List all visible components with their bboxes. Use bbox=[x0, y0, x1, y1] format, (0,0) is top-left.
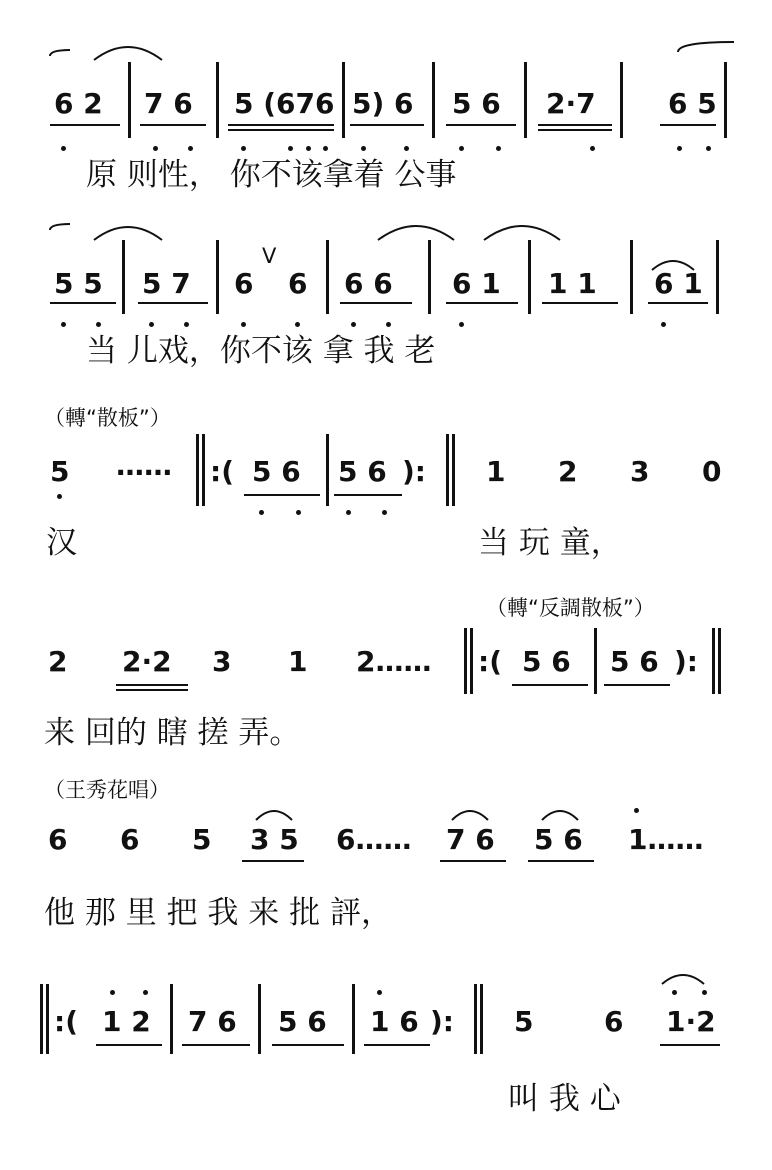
underline bbox=[228, 124, 334, 126]
note-group: 5 5 bbox=[54, 267, 103, 300]
repeat-open: :( bbox=[478, 645, 502, 678]
note-group: 2…… bbox=[356, 645, 432, 678]
tie-arc bbox=[48, 48, 72, 58]
repeat-close: ): bbox=[430, 1005, 454, 1038]
repeat-open: :( bbox=[54, 1005, 78, 1038]
note-group: 5 6 bbox=[252, 455, 301, 488]
octave-dot bbox=[351, 322, 356, 327]
octave-dot bbox=[634, 808, 639, 813]
barline bbox=[428, 240, 431, 314]
barline bbox=[196, 434, 199, 506]
note-group: 6 bbox=[234, 267, 254, 300]
barline bbox=[716, 240, 719, 314]
octave-dot bbox=[496, 146, 501, 151]
note-group: 6 1 bbox=[452, 267, 501, 300]
octave-dot bbox=[459, 146, 464, 151]
note-group: 1 2 bbox=[102, 1005, 151, 1038]
barline bbox=[342, 62, 345, 138]
note: 6 bbox=[604, 1005, 624, 1038]
underline bbox=[244, 494, 320, 496]
octave-dot bbox=[296, 510, 301, 515]
note-group: 5 6 bbox=[338, 455, 387, 488]
note: 2 bbox=[558, 455, 578, 488]
underline bbox=[50, 302, 116, 304]
note-group: 5 6 bbox=[610, 645, 659, 678]
underline bbox=[648, 302, 708, 304]
octave-dot bbox=[57, 494, 62, 499]
note-group: 5 6 bbox=[534, 823, 583, 856]
note: 5 bbox=[192, 823, 212, 856]
note-group: 2·2 bbox=[122, 645, 172, 678]
slur-arc bbox=[92, 220, 164, 242]
barline bbox=[594, 628, 597, 694]
octave-dot bbox=[259, 510, 264, 515]
octave-dot bbox=[377, 990, 382, 995]
barline bbox=[352, 984, 355, 1054]
underline bbox=[446, 302, 518, 304]
note-group: 5 6 bbox=[278, 1005, 327, 1038]
note-group: 5 6 bbox=[522, 645, 571, 678]
tempo-annotation: （轉“反調散板”） bbox=[486, 596, 655, 620]
barline bbox=[464, 628, 467, 694]
lyrics-line: 当 玩 童， bbox=[478, 525, 622, 561]
underline bbox=[50, 124, 120, 126]
barline bbox=[128, 62, 131, 138]
note-group: 2·7 bbox=[546, 87, 596, 120]
barline bbox=[46, 984, 49, 1054]
note-group: 5 7 bbox=[142, 267, 191, 300]
note-group: 1·2 bbox=[666, 1005, 716, 1038]
octave-dot bbox=[361, 146, 366, 151]
tempo-annotation: （轉“散板”） bbox=[44, 406, 171, 430]
underline bbox=[138, 302, 208, 304]
barline bbox=[528, 240, 531, 314]
note: 3 bbox=[630, 455, 650, 488]
underline bbox=[446, 124, 516, 126]
tie-arc bbox=[48, 222, 72, 232]
octave-dot bbox=[661, 322, 666, 327]
note-group: 6 6 bbox=[344, 267, 393, 300]
underline bbox=[96, 1044, 162, 1046]
octave-dot bbox=[382, 510, 387, 515]
note-group: 7 6 bbox=[188, 1005, 237, 1038]
octave-dot bbox=[404, 146, 409, 151]
barline bbox=[452, 434, 455, 506]
underline bbox=[528, 860, 594, 862]
note-group: 3 5 bbox=[250, 823, 299, 856]
underline bbox=[542, 302, 618, 304]
barline bbox=[718, 628, 721, 694]
slur-arc bbox=[376, 218, 456, 242]
octave-dot bbox=[96, 322, 101, 327]
fermata-dots: …… bbox=[116, 449, 172, 482]
octave-dot bbox=[386, 322, 391, 327]
lyrics-line: 原 则性， 你不该拿着 公事 bbox=[86, 157, 457, 193]
note-group: 7 6 bbox=[144, 87, 193, 120]
underline bbox=[364, 1044, 430, 1046]
breath-mark: V bbox=[262, 244, 277, 268]
rest: 0 bbox=[702, 455, 722, 488]
barline bbox=[470, 628, 473, 694]
octave-dot bbox=[590, 146, 595, 151]
octave-dot bbox=[288, 146, 293, 151]
barline bbox=[258, 984, 261, 1054]
underline bbox=[604, 684, 670, 686]
octave-dot bbox=[323, 146, 328, 151]
barline bbox=[202, 434, 205, 506]
barline bbox=[524, 62, 527, 138]
underline bbox=[140, 124, 206, 126]
underline bbox=[340, 302, 412, 304]
octave-dot bbox=[241, 322, 246, 327]
note-group: 1…… bbox=[628, 823, 704, 856]
octave-dot bbox=[61, 146, 66, 151]
octave-dot bbox=[295, 322, 300, 327]
octave-dot bbox=[346, 510, 351, 515]
barline bbox=[474, 984, 477, 1054]
barline bbox=[326, 434, 329, 506]
slur-arc bbox=[450, 806, 490, 822]
octave-dot bbox=[241, 146, 246, 151]
note: 2 bbox=[48, 645, 68, 678]
octave-dot bbox=[672, 990, 677, 995]
note: 1 bbox=[288, 645, 308, 678]
lyrics-line: 汉 bbox=[46, 525, 77, 561]
slur-arc bbox=[540, 806, 580, 822]
underline bbox=[538, 124, 612, 126]
note: 6 bbox=[120, 823, 140, 856]
barline bbox=[446, 434, 449, 506]
octave-dot bbox=[143, 990, 148, 995]
octave-dot bbox=[184, 322, 189, 327]
octave-dot bbox=[677, 146, 682, 151]
octave-dot bbox=[110, 990, 115, 995]
barline bbox=[432, 62, 435, 138]
underline bbox=[242, 860, 304, 862]
lyrics-line: 他 那 里 把 我 来 批 評， bbox=[44, 895, 392, 931]
octave-dot bbox=[459, 322, 464, 327]
underline bbox=[660, 1044, 720, 1046]
octave-dot bbox=[61, 322, 66, 327]
barline bbox=[216, 240, 219, 314]
underline bbox=[228, 129, 334, 131]
octave-dot bbox=[702, 990, 707, 995]
lyrics-line: 叫 我 心 bbox=[508, 1081, 621, 1117]
octave-dot bbox=[188, 146, 193, 151]
note-group: 6 2 bbox=[54, 87, 103, 120]
slur-arc bbox=[92, 40, 164, 62]
octave-dot bbox=[149, 322, 154, 327]
underline bbox=[350, 124, 424, 126]
singer-annotation: （王秀花唱） bbox=[44, 778, 170, 802]
slur-arc bbox=[660, 970, 706, 986]
slur-arc bbox=[254, 806, 294, 822]
underline bbox=[660, 124, 716, 126]
note-group: 6…… bbox=[336, 823, 412, 856]
barline bbox=[630, 240, 633, 314]
underline bbox=[334, 494, 402, 496]
note-group: 6 5 bbox=[668, 87, 717, 120]
barline bbox=[170, 984, 173, 1054]
octave-dot bbox=[153, 146, 158, 151]
note-group: 5 (676 bbox=[234, 87, 335, 120]
underline bbox=[272, 1044, 344, 1046]
repeat-close: ): bbox=[402, 455, 426, 488]
note-group: 6 1 bbox=[654, 267, 703, 300]
note-group: 6 bbox=[288, 267, 308, 300]
barline bbox=[620, 62, 623, 138]
underline bbox=[182, 1044, 250, 1046]
note: 1 bbox=[486, 455, 506, 488]
note: 3 bbox=[212, 645, 232, 678]
note-group: 1 1 bbox=[548, 267, 597, 300]
lyrics-line: 来 回的 瞎 搓 弄。 bbox=[44, 715, 301, 751]
barline bbox=[712, 628, 715, 694]
repeat-close: ): bbox=[674, 645, 698, 678]
underline bbox=[512, 684, 588, 686]
repeat-open: :( bbox=[210, 455, 234, 488]
note: 5 bbox=[514, 1005, 534, 1038]
note-group: 5 6 bbox=[452, 87, 501, 120]
lyrics-line: 当 儿戏，你不该 拿 我 老 bbox=[86, 333, 436, 369]
octave-dot bbox=[306, 146, 311, 151]
underline bbox=[538, 129, 612, 131]
barline bbox=[724, 62, 727, 138]
note-group: 5) 6 bbox=[352, 87, 414, 120]
note-group: 1 6 bbox=[370, 1005, 419, 1038]
barline bbox=[40, 984, 43, 1054]
barline bbox=[326, 240, 329, 314]
note: 6 bbox=[48, 823, 68, 856]
underline bbox=[440, 860, 506, 862]
note-group: 5 bbox=[50, 455, 70, 488]
barline bbox=[216, 62, 219, 138]
barline bbox=[480, 984, 483, 1054]
barline bbox=[122, 240, 125, 314]
octave-dot bbox=[706, 146, 711, 151]
note-group: 7 6 bbox=[446, 823, 495, 856]
slur-arc bbox=[482, 218, 562, 242]
underline bbox=[116, 689, 188, 691]
tie-arc bbox=[676, 40, 736, 54]
underline bbox=[116, 684, 188, 686]
